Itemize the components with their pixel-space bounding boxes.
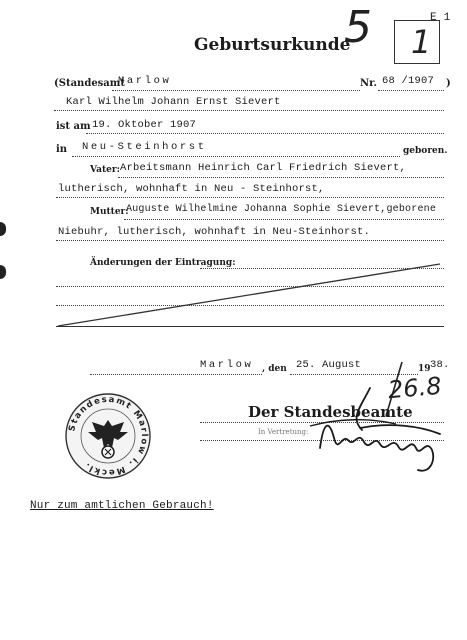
document-title: Geburtsurkunde (194, 35, 351, 55)
deputy-label: In Vertretung: (258, 428, 309, 436)
nr-label: Nr. (360, 78, 377, 89)
father-line-2: lutherisch, wohnhaft in Neu - Steinhorst, (58, 183, 325, 195)
child-name: Karl Wilhelm Johann Ernst Sievert (66, 96, 281, 108)
corner-code: E 1 (430, 12, 451, 24)
mother-line-1: Auguste Wilhelmine Johanna Sophie Sievert,geborene (126, 204, 437, 215)
box-mark: 1 (411, 23, 432, 61)
register-number: 68 /1907 (382, 75, 435, 87)
born-suffix: geboren. (403, 146, 448, 156)
changes-label: Änderungen der Eintragung: (90, 258, 236, 268)
birth-place: Neu-Steinhorst (82, 141, 207, 153)
handwritten-date: 26.8 (386, 371, 443, 405)
birth-date: 19. Oktober 1907 (92, 119, 197, 131)
official-seal (64, 392, 152, 480)
father-line-1: Arbeitsmann Heinrich Carl Friedrich Sievert, (120, 162, 407, 174)
issue-date: 25. August (296, 359, 362, 371)
footer-note: Nur zum amtlichen Gebrauch! (30, 500, 214, 512)
registry-label: (Standesamt (54, 78, 125, 89)
born-on-label: ist am (56, 121, 91, 132)
year-suffix: 38. (430, 359, 450, 371)
registry-close: ) (446, 78, 451, 89)
in-label: in (56, 144, 68, 155)
mother-label: Mutter: (90, 207, 129, 217)
seal-text: Standesamt Marlow i. Meckl. (67, 394, 150, 478)
issue-place: Marlow (200, 359, 254, 371)
year-prefix: 19 (418, 364, 431, 374)
signature (300, 378, 450, 478)
den-label: , den (262, 364, 287, 374)
margin-number: 5 (344, 2, 372, 53)
registry-office: Marlow (118, 75, 172, 87)
official-title: Der Standesbeamte (248, 403, 413, 421)
mother-line-2: Niebuhr, lutherisch, wohnhaft in Neu-Steinhorst. (58, 226, 371, 238)
father-label: Vater: (90, 165, 120, 175)
